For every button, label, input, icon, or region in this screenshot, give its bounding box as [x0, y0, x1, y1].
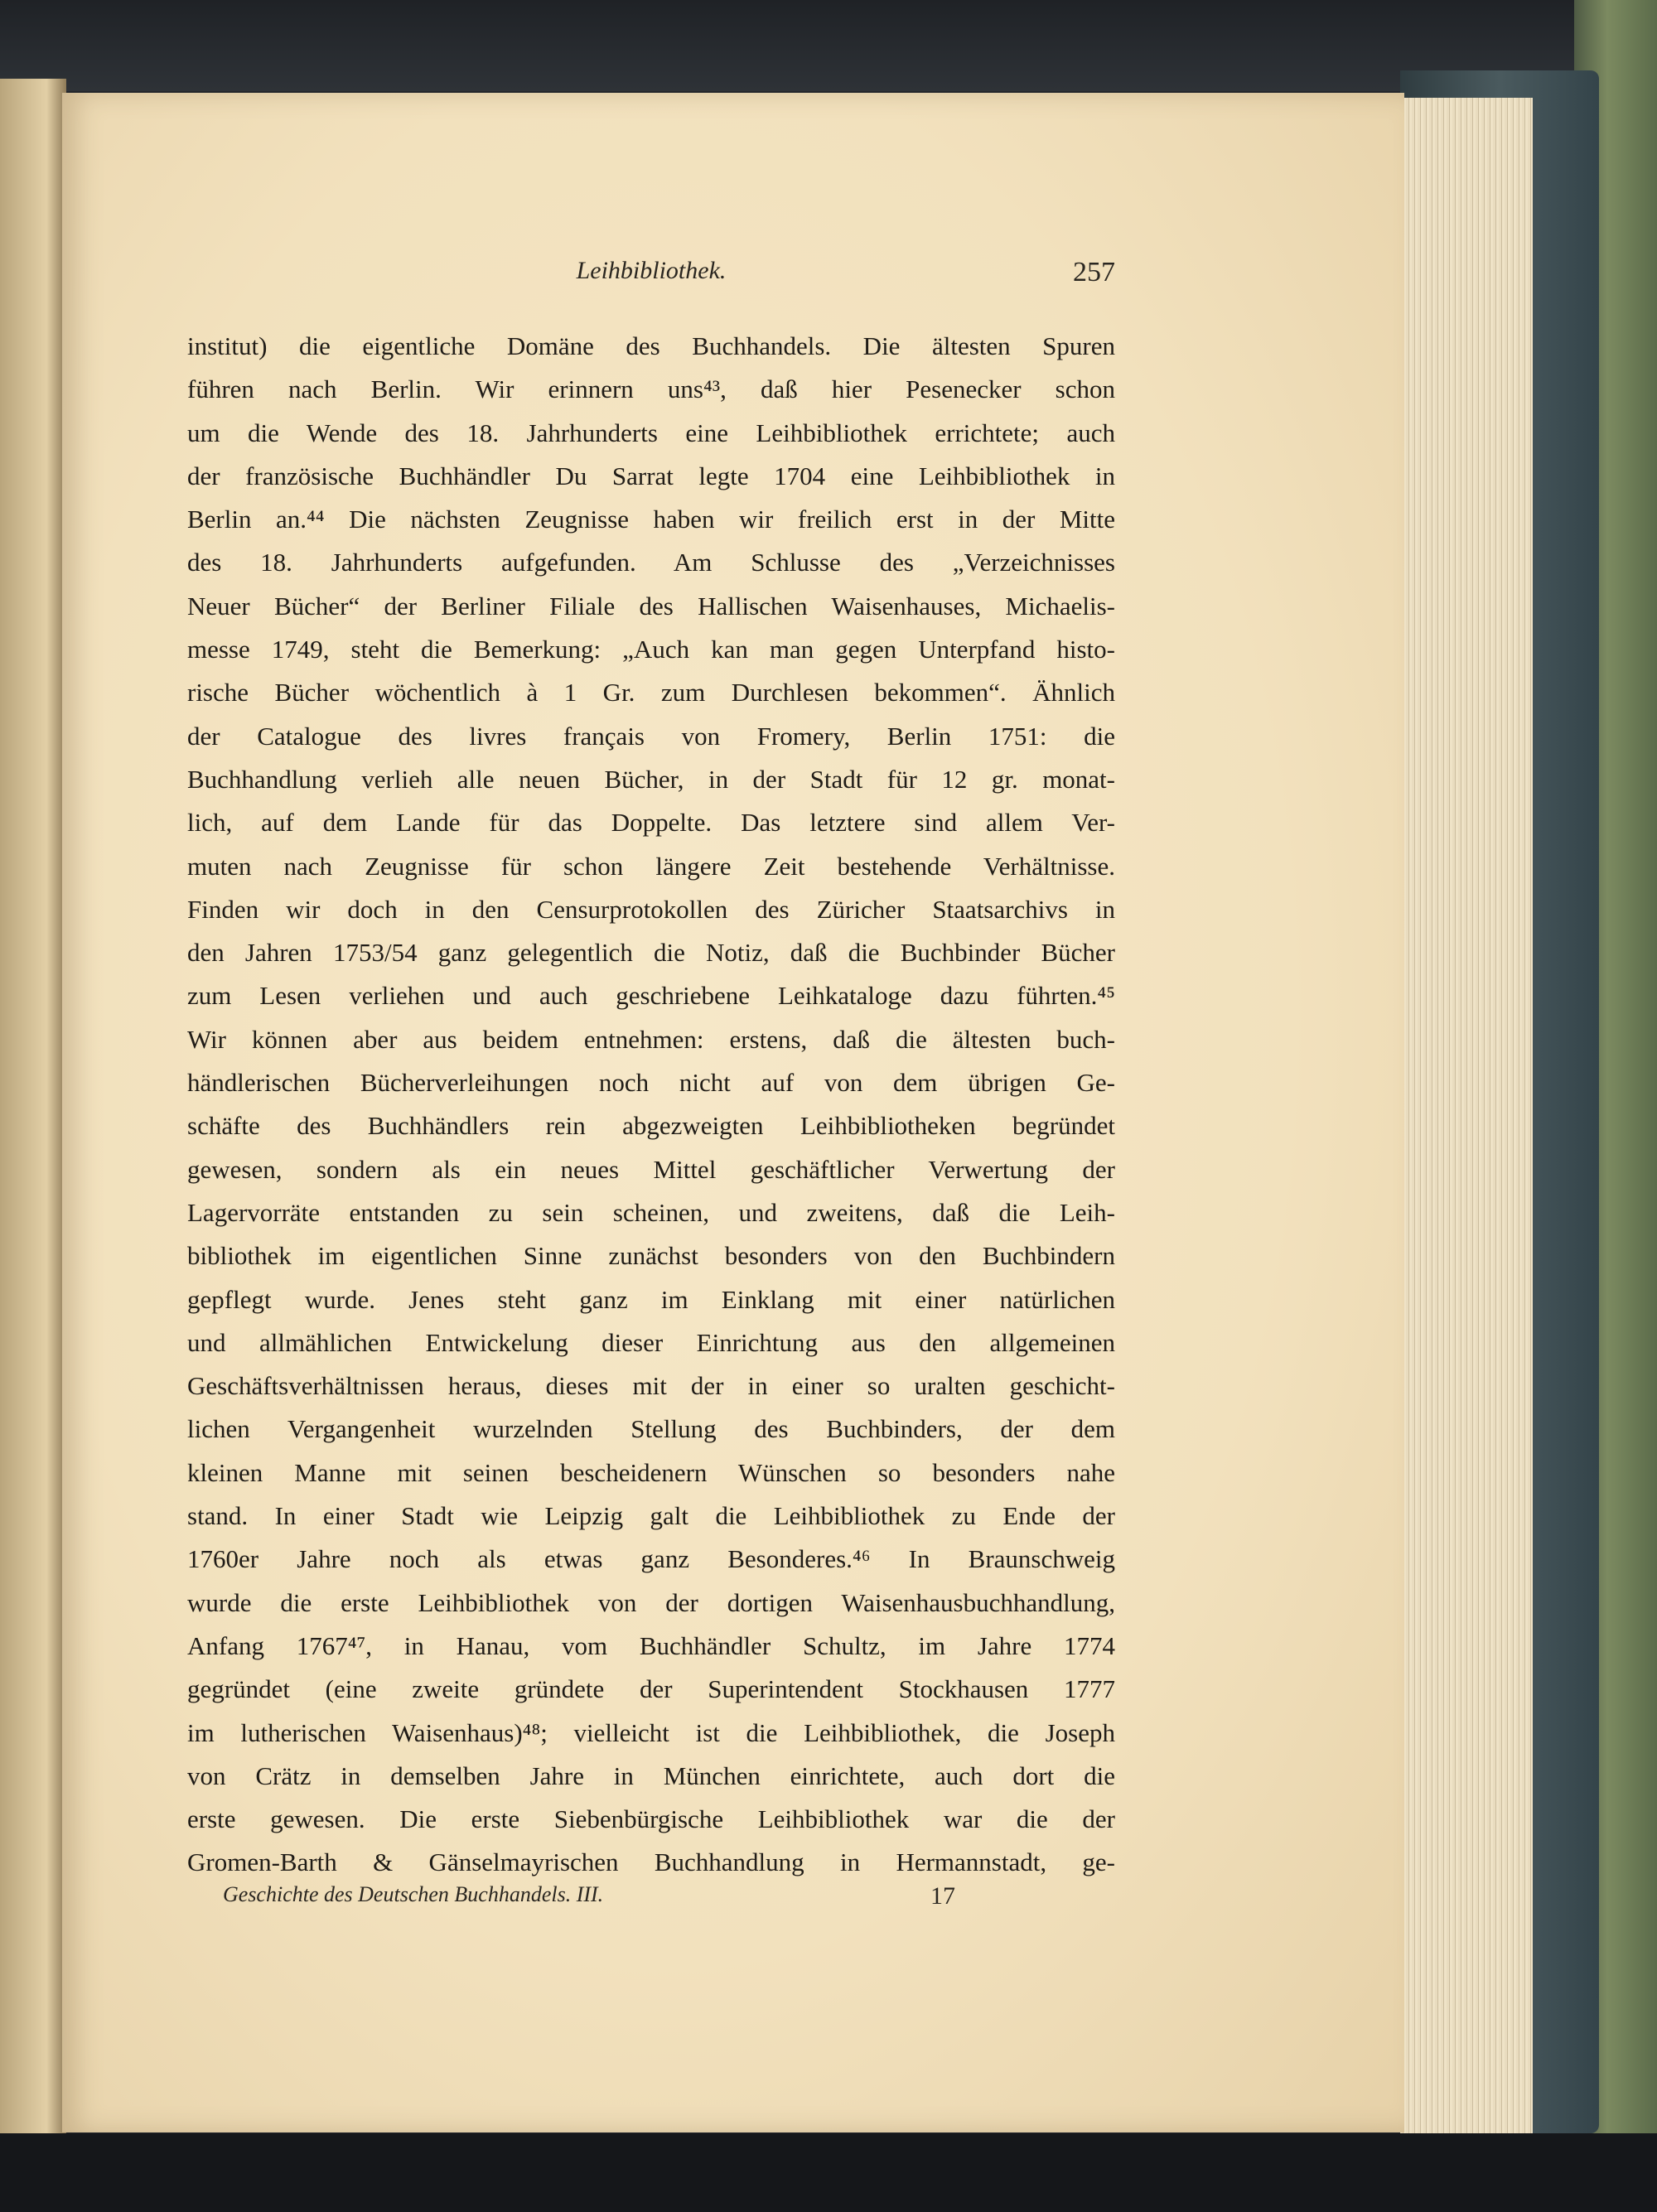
text-line: Anfang 1767⁴⁷, in Hanau, vom Buchhändler Schultz, im Jahre 1774	[187, 1630, 1115, 1660]
text-line: zum Lesen verliehen und auch geschriebene Leihkataloge dazu führten.⁴⁵	[187, 981, 1115, 1011]
page-footer	[187, 1882, 1115, 1915]
text-line: Geschäftsverhältnissen heraus, dieses mit der in einer so uralten geschicht-	[187, 1371, 1115, 1401]
text-line: Buchhandlung verlieh alle neuen Bücher, in der Stadt für 12 gr. monat-	[187, 764, 1115, 794]
text-line: Neuer Bücher“ der Berliner Filiale des Hallischen Waisenhauses, Michaelis-	[187, 591, 1115, 621]
text-line: gewesen, sondern als ein neues Mittel geschäftlicher Verwertung der	[187, 1154, 1115, 1184]
footer-book-title: Geschichte des Deutschen Buchhandels. III.	[223, 1882, 604, 1906]
left-page-edge	[0, 79, 66, 2133]
text-line: schäfte des Buchhändlers rein abgezweigten Leihbibliotheken begründet	[187, 1111, 1115, 1141]
text-line: den Jahren 1753/54 ganz gelegentlich die Notiz, daß die Buchbinder Bücher	[187, 938, 1115, 968]
body-text	[187, 325, 1115, 1885]
text-line: von Crätz in demselben Jahre in München einrichtete, auch dort die	[187, 1760, 1115, 1790]
text-line: der Catalogue des livres français von Fromery, Berlin 1751: die	[187, 721, 1115, 751]
text-line: erste gewesen. Die erste Siebenbürgische Leihbibliothek war die der	[187, 1804, 1115, 1834]
text-line: muten nach Zeugnisse für schon längere Zeit bestehende Verhältnisse.	[187, 851, 1115, 881]
text-line: führen nach Berlin. Wir erinnern uns⁴³, daß hier Pesenecker schon	[187, 374, 1115, 404]
text-line: Berlin an.⁴⁴ Die nächsten Zeugnisse haben wir freilich erst in der Mitte	[187, 505, 1115, 534]
text-line: rische Bücher wöchentlich à 1 Gr. zum Durchlesen bekommen“. Ähnlich	[187, 678, 1115, 708]
running-title: Leihbibliothek.	[576, 257, 727, 284]
text-line: institut) die eigentliche Domäne des Buchhandels. Die ältesten Spuren	[187, 331, 1115, 360]
text-line: lichen Vergangenheit wurzelnden Stellung des Buchbinders, der dem	[187, 1414, 1115, 1444]
text-line: kleinen Manne mit seinen bescheidenern Wünschen so besonders nahe	[187, 1457, 1115, 1487]
page-header	[187, 257, 1115, 293]
page-number: 257	[1073, 257, 1115, 287]
text-line: Wir können aber aus beidem entnehmen: erstens, daß die ältesten buch-	[187, 1024, 1115, 1054]
text-line: des 18. Jahrhunderts aufgefunden. Am Schlusse des „Verzeichnisses	[187, 548, 1115, 577]
text-line: Finden wir doch in den Censurprotokollen des Züricher Staatsarchivs in	[187, 894, 1115, 924]
text-line: gepflegt wurde. Jenes steht ganz im Einklang mit einer natürlichen	[187, 1284, 1115, 1314]
text-line: und allmählichen Entwickelung dieser Einrichtung aus den allgemeinen	[187, 1327, 1115, 1357]
scan-background-bottom	[0, 2133, 1657, 2212]
text-line: 1760er Jahre noch als etwas ganz Besonderes.⁴⁶ In Braunschweig	[187, 1544, 1115, 1574]
text-line: wurde die erste Leihbibliothek von der dortigen Waisenhausbuchhandlung,	[187, 1587, 1115, 1617]
text-line: lich, auf dem Lande für das Doppelte. Das letztere sind allem Ver-	[187, 808, 1115, 838]
page-edges	[1400, 98, 1533, 2137]
text-line: um die Wende des 18. Jahrhunderts eine Leihbibliothek errichtete; auch	[187, 418, 1115, 447]
signature-mark: 17	[930, 1882, 955, 1910]
text-line: bibliothek im eigentlichen Sinne zunächst besonders von den Buchbindern	[187, 1241, 1115, 1271]
text-line: gegründet (eine zweite gründete der Superintendent Stockhausen 1777	[187, 1674, 1115, 1704]
text-line: im lutherischen Waisenhaus)⁴⁸; vielleicht ist die Leihbibliothek, die Joseph	[187, 1717, 1115, 1747]
text-line: der französische Buchhändler Du Sarrat legte 1704 eine Leihbibliothek in	[187, 461, 1115, 490]
text-line: händlerischen Bücherverleihungen noch nicht auf von dem übrigen Ge-	[187, 1068, 1115, 1098]
text-line: Gromen-Barth & Gänselmayrischen Buchhandlung in Hermannstadt, ge-	[187, 1847, 1115, 1877]
text-line: stand. In einer Stadt wie Leipzig galt die Leihbibliothek zu Ende der	[187, 1501, 1115, 1531]
text-line: messe 1749, steht die Bemerkung: „Auch kan man gegen Unterpfand histo-	[187, 635, 1115, 664]
text-line: Lagervorräte entstanden zu sein scheinen, und zweitens, daß die Leih-	[187, 1197, 1115, 1227]
